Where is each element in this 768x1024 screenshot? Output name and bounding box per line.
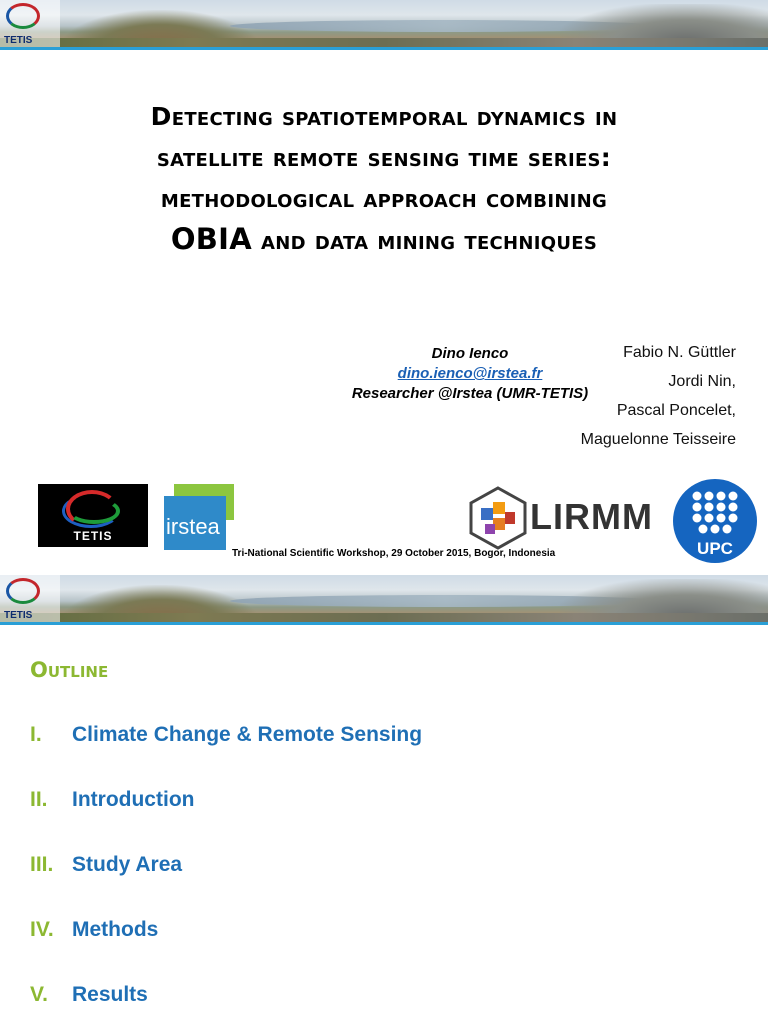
outline-number: III. xyxy=(30,853,54,876)
presenter-name: Dino Ienco xyxy=(431,345,509,362)
tetis-logo: TETIS xyxy=(38,484,148,547)
outline-item[interactable] xyxy=(30,978,730,1024)
presenter-role: Researcher @Irstea (UMR-TETIS) xyxy=(351,385,589,402)
outline-label: Methods xyxy=(72,918,159,941)
outline-number: I. xyxy=(30,723,42,746)
section-banner-image xyxy=(0,575,768,625)
outline-number: IV. xyxy=(30,918,54,941)
outline-label: Results xyxy=(72,983,148,1006)
header-divider xyxy=(0,47,768,50)
outline-heading: Outline xyxy=(30,658,109,682)
outline-label: Study Area xyxy=(72,853,183,876)
outline-number: II. xyxy=(30,788,48,811)
presenter-email-link[interactable]: dino.ienco@irstea.fr xyxy=(397,365,543,382)
header-banner-image xyxy=(0,0,768,50)
outline-label: Introduction xyxy=(72,788,195,811)
lirmm-cube-icon xyxy=(468,486,528,550)
outline-item[interactable] xyxy=(30,848,730,913)
coauthor-name: Fabio N. Güttler xyxy=(623,344,736,361)
slide-title: Detecting spatiotemporal dynamics in satellite remote sensing time series: methodological approach combining OBIA and data mining techniques xyxy=(150,102,618,256)
tetis-small-logo: TETIS xyxy=(0,0,60,50)
upc-logo xyxy=(672,478,758,564)
section-divider xyxy=(0,622,768,625)
tetis-small-logo: TETIS xyxy=(0,575,60,625)
irstea-logo: irstea xyxy=(164,484,236,550)
outline-item[interactable] xyxy=(30,913,730,978)
lirmm-logo: LIRMM xyxy=(468,486,664,550)
outline-item[interactable] xyxy=(30,783,730,848)
outline-number: V. xyxy=(30,983,48,1006)
coauthor-name: Maguelonne Teisseire xyxy=(580,431,736,448)
coauthor-name: Pascal Poncelet, xyxy=(616,402,736,419)
outline-list xyxy=(30,718,730,1024)
coauthor-list xyxy=(581,338,736,454)
outline-label: Climate Change & Remote Sensing xyxy=(72,723,423,746)
coauthor-name: Jordi Nin, xyxy=(668,373,736,390)
workshop-caption: Tri-National Scientific Workshop, 29 October 2015, Bogor, Indonesia xyxy=(232,548,556,559)
outline-item[interactable] xyxy=(30,718,730,783)
svg-text:UPC: UPC xyxy=(697,539,733,558)
